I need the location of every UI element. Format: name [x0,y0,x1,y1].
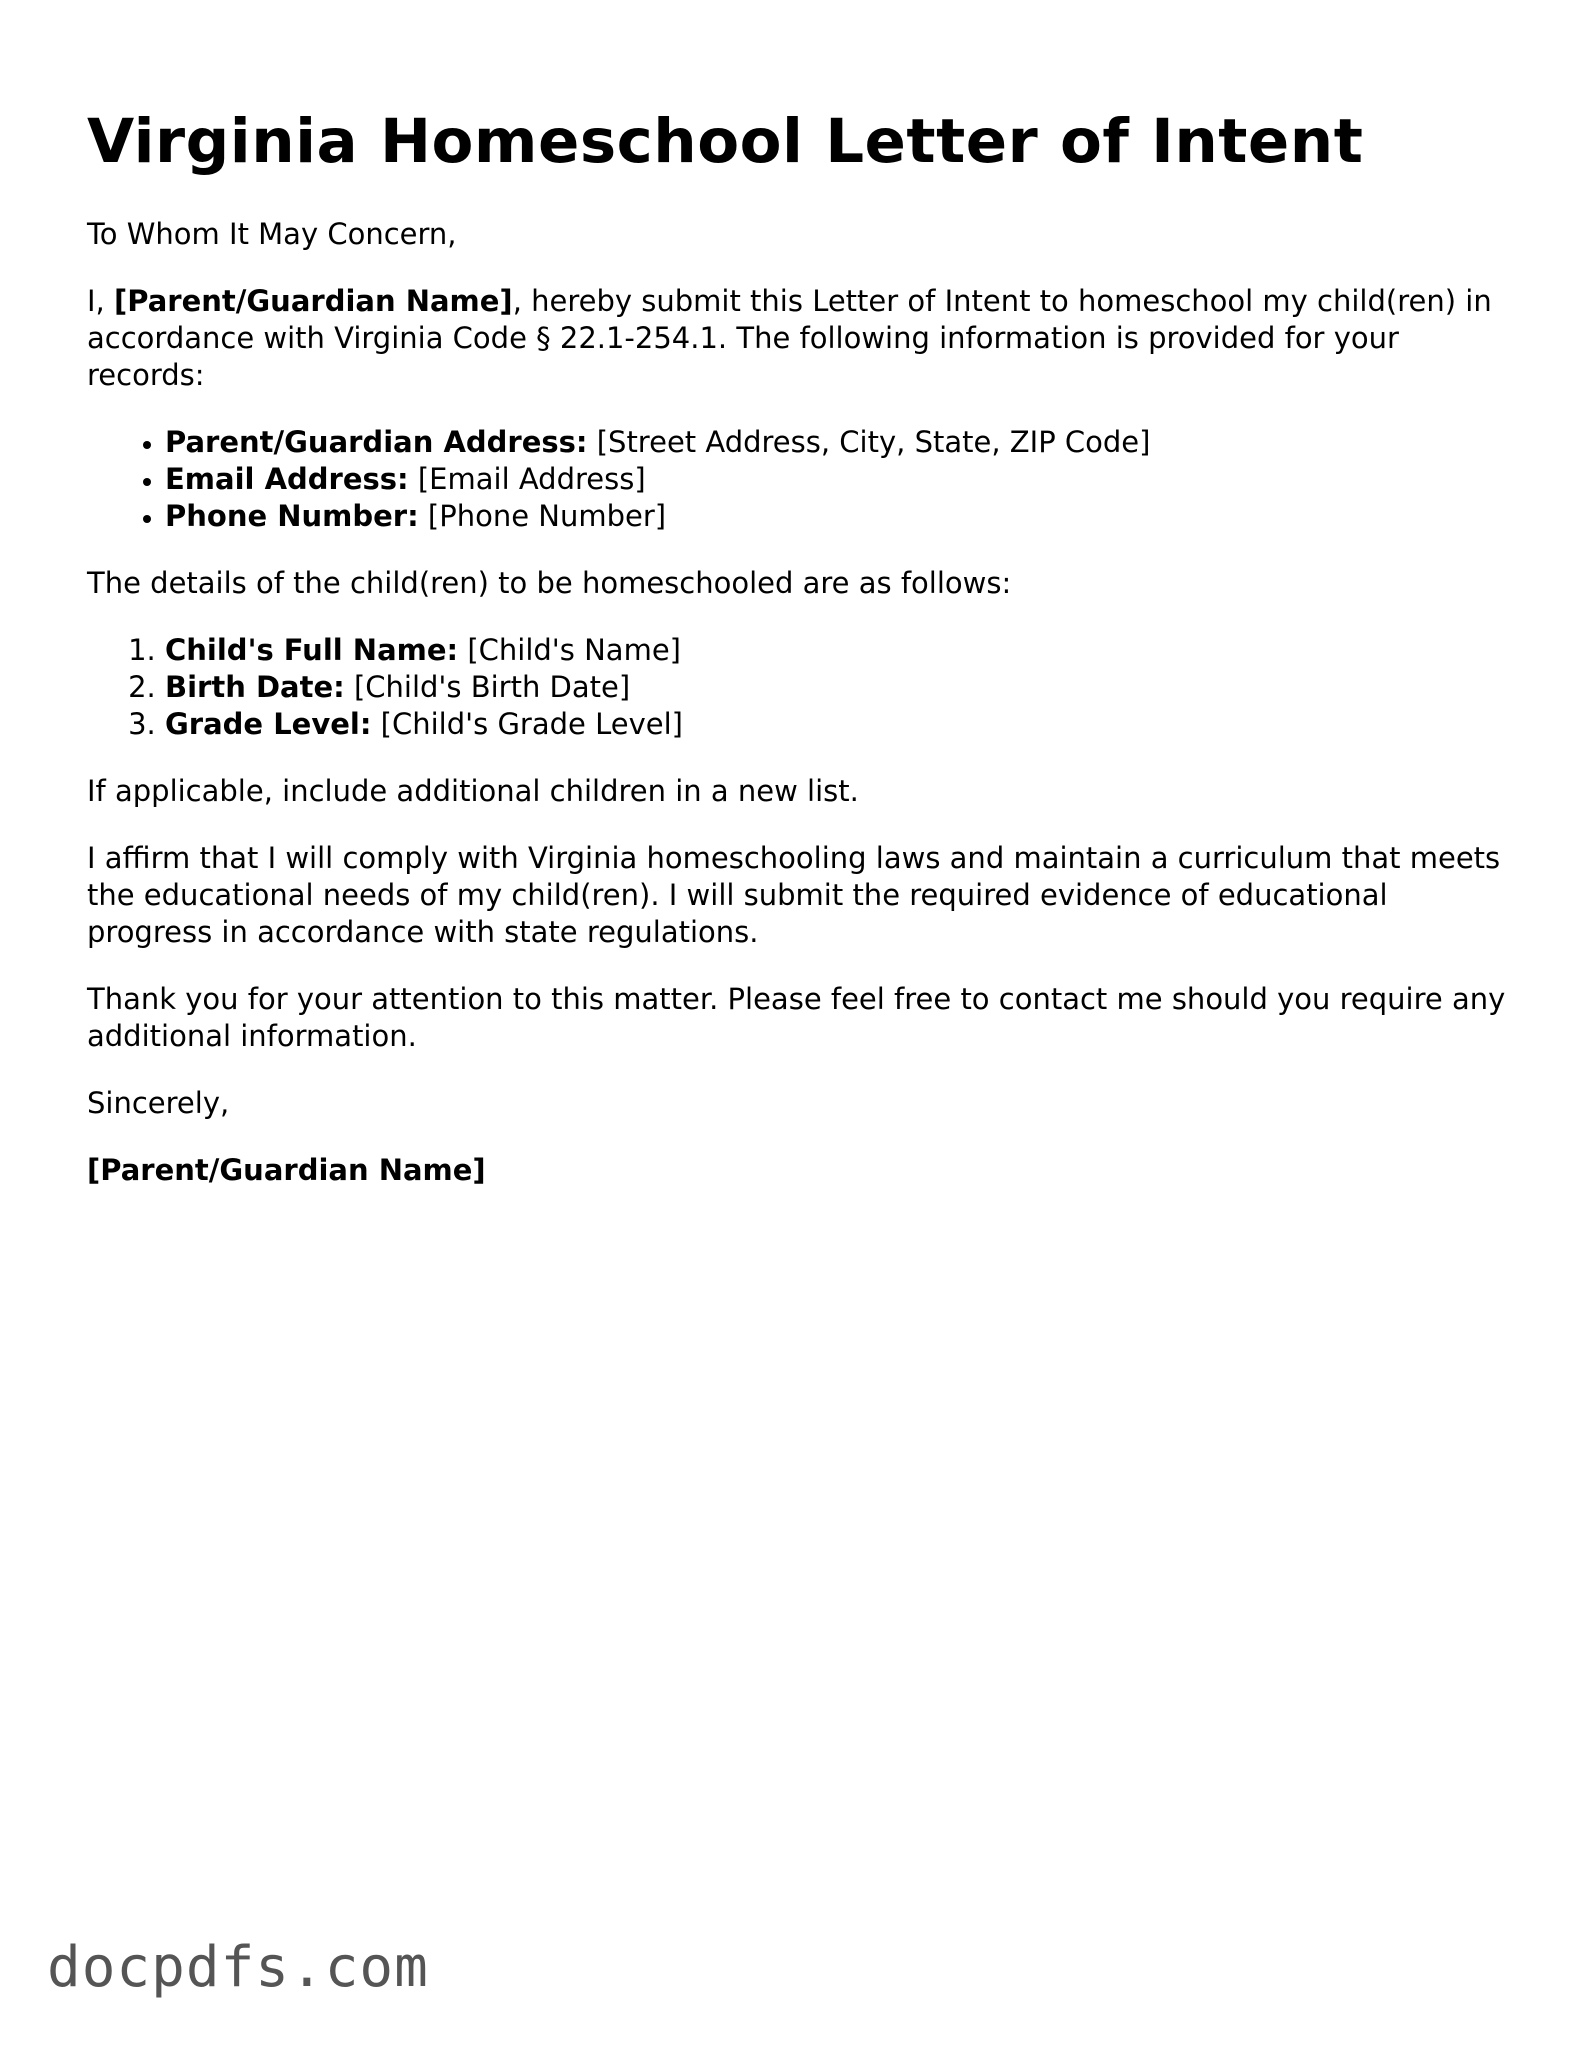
closing: Sincerely, [87,1086,230,1121]
contact-item-address [165,424,1507,461]
contact-item-email [165,461,1507,498]
additional-children-note: If applicable, include additional children in a new list. [87,774,859,809]
child-value: [Child's Name] [458,633,681,668]
child-label: Birth Date: [165,670,345,705]
contact-label: Email Address: [165,462,409,497]
contact-value: [Email Address] [408,462,646,497]
child-item-name [165,632,1507,669]
thanks-paragraph: Thank you for your attention to this matter. Please feel free to contact me should you require any additional information. [87,982,1506,1054]
affirmation-paragraph: I affirm that I will comply with Virginia homeschooling laws and maintain a curriculum that meets the educational needs of my child(ren). I will submit the required evidence of educational progress in accordance with state regulations. [87,841,1501,950]
contact-list [87,424,1507,535]
intro-paragraph [87,283,1507,394]
child-item-birth-date [165,669,1507,706]
child-value: [Child's Birth Date] [344,670,631,705]
contact-label: Phone Number: [165,499,419,534]
intro-prefix: I, [87,284,114,319]
contact-value: [Street Address, City, State, ZIP Code] [587,425,1151,460]
child-label: Grade Level: [165,707,372,742]
contact-item-phone [165,498,1507,535]
salutation: To Whom It May Concern, [87,217,457,252]
intro-text: , hereby submit this Letter of Intent to homeschool my child(ren) in accordance with Virginia Code § 22.1-254.1. The following information is provided for your records: [87,284,1492,393]
children-intro: The details of the child(ren) to be homeschooled are as follows: [87,566,1012,601]
watermark-text: docpdfs.com [47,1935,429,2000]
signature-placeholder: [Parent/Guardian Name] [87,1153,486,1188]
letter-document [87,105,1507,1219]
intro-name-placeholder: [Parent/Guardian Name] [114,284,513,319]
child-label: Child's Full Name: [165,633,459,668]
child-value: [Child's Grade Level] [371,707,683,742]
contact-label: Parent/Guardian Address: [165,425,588,460]
page-title: Virginia Homeschool Letter of Intent [87,106,1364,177]
contact-value: [Phone Number] [418,499,667,534]
child-item-grade-level [165,706,1507,743]
child-details-list [87,632,1507,743]
